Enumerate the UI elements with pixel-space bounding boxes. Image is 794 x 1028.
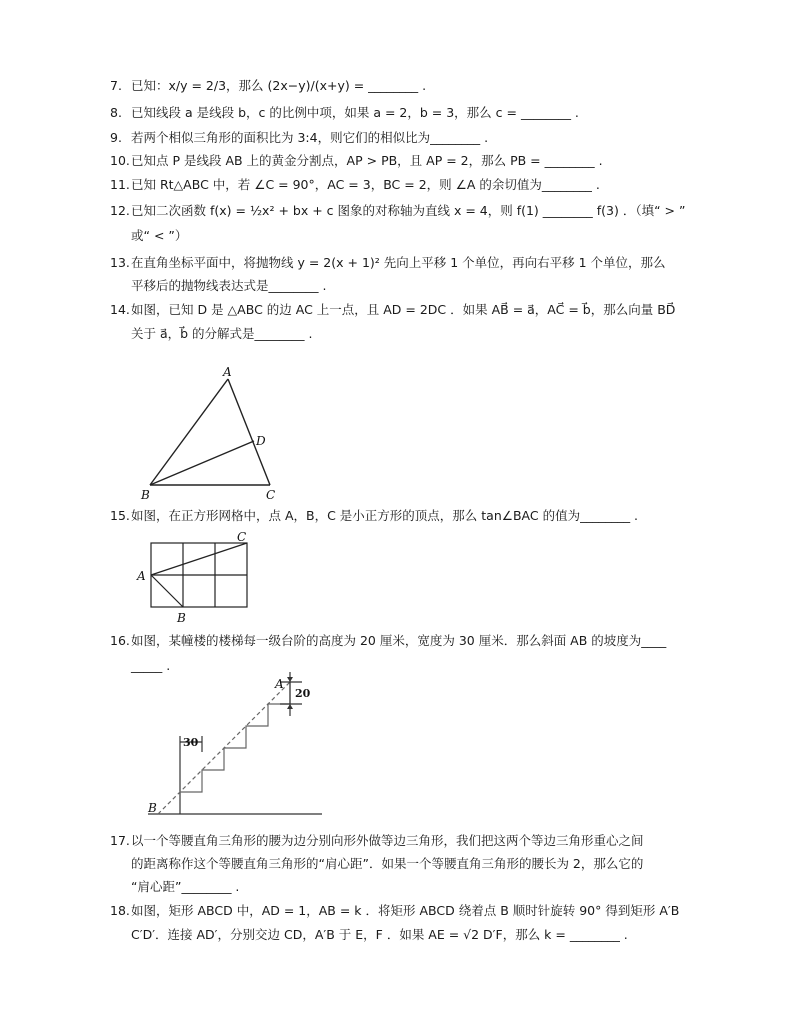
question-text: 已知 Rt△ABC 中，若 ∠C = 90°，AC = 3，BC = 2，则 ∠A 的余切值为________ . xyxy=(131,177,600,192)
question-number: 18. xyxy=(110,903,130,918)
label-a: A xyxy=(137,569,146,583)
question-text: 在直角坐标平面中，将抛物线 y = 2(x + 1)² 先向上平移 1 个单位，再向右平移 1 个单位，那么 xyxy=(131,255,666,270)
label-20: 20 xyxy=(295,687,311,700)
question-number: 12. xyxy=(110,203,130,218)
label-b: B xyxy=(177,611,186,625)
question-text: 已知线段 a 是线段 b，c 的比例中项，如果 a = 2，b = 3，那么 c = ________ . xyxy=(131,105,579,120)
arrow-head xyxy=(287,677,293,682)
label-c: C xyxy=(237,530,247,544)
question-text: 已知点 P 是线段 AB 上的黄金分割点，AP > PB，且 AP = 2，那么 PB = ________ . xyxy=(131,153,603,168)
question-number: 14. xyxy=(110,302,130,317)
label-a: A xyxy=(223,365,232,379)
label-b: B xyxy=(148,801,157,815)
question-text: 关于 a⃗，b⃗ 的分解式是________ . xyxy=(131,326,313,341)
question-text: C′D′．连接 AD′，分别交边 CD，A′B 于 E，F ．如果 AE = √2 D′F，那么 k = ________ . xyxy=(131,927,628,942)
slope-ab xyxy=(158,682,290,814)
question-number: 15. xyxy=(110,508,130,523)
stairs-figure xyxy=(140,672,330,820)
question-text: 已知：x/y = 2/3，那么 (2x−y)/(x+y) = ________ . xyxy=(131,78,427,93)
grid-figure xyxy=(133,530,263,630)
question-text: _____ . xyxy=(131,658,171,673)
label-c: C xyxy=(266,488,276,502)
label-a: A xyxy=(275,677,284,691)
question-number: 10. xyxy=(110,153,130,168)
question-text: 已知二次函数 f(x) = ½x² + bx + c 图象的对称轴为直线 x = 4，则 f(1) ________ f(3) ．（填“ > ” xyxy=(131,203,686,218)
question-text: 如图，在正方形网格中，点 A，B，C 是小正方形的顶点，那么 tan∠BAC 的值为________ . xyxy=(131,508,639,523)
question-text: 的距离称作这个等腰直角三角形的“肩心距”．如果一个等腰直角三角形的腰长为 2，那么它的 xyxy=(131,856,644,871)
question-text: 若两个相似三角形的面积比为 3:4，则它们的相似比为________ . xyxy=(131,130,489,145)
side-ac xyxy=(228,379,270,485)
question-text: 或“ < ”） xyxy=(131,228,188,243)
segment-ab xyxy=(151,575,183,607)
question-number: 11. xyxy=(110,177,130,192)
question-number: 9. xyxy=(110,130,122,145)
question-text: 如图，某幢楼的楼梯每一级台阶的高度为 20 厘米，宽度为 30 厘米．那么斜面 AB 的坡度为____ xyxy=(131,633,667,648)
label-30: 30 xyxy=(183,736,199,749)
question-text: 如图，矩形 ABCD 中，AD = 1，AB = k ．将矩形 ABCD 绕着点 B 顺时针旋转 90° 得到矩形 A′B xyxy=(131,903,680,918)
question-number: 17. xyxy=(110,833,130,848)
question-number: 8. xyxy=(110,105,122,120)
question-text: 如图，已知 D 是 △ABC 的边 AC 上一点，且 AD = 2DC ．如果 AB⃗ = a⃗，AC⃗ = b⃗，那么向量 BD⃗ xyxy=(131,302,676,317)
segment-ac xyxy=(151,543,247,575)
question-text: 以一个等腰直角三角形的腰为边分别向形外做等边三角形，我们把这两个等边三角形重心之间 xyxy=(131,833,644,848)
question-text: 平移后的抛物线表达式是________ . xyxy=(131,278,327,293)
question-text: “肩心距”________ . xyxy=(131,879,240,894)
question-number: 16. xyxy=(110,633,130,648)
label-b: B xyxy=(141,488,150,502)
arrow-head xyxy=(287,704,293,709)
triangle-figure xyxy=(135,365,295,505)
question-number: 13. xyxy=(110,255,130,270)
question-number: 7. xyxy=(110,78,122,93)
label-d: D xyxy=(256,434,266,448)
